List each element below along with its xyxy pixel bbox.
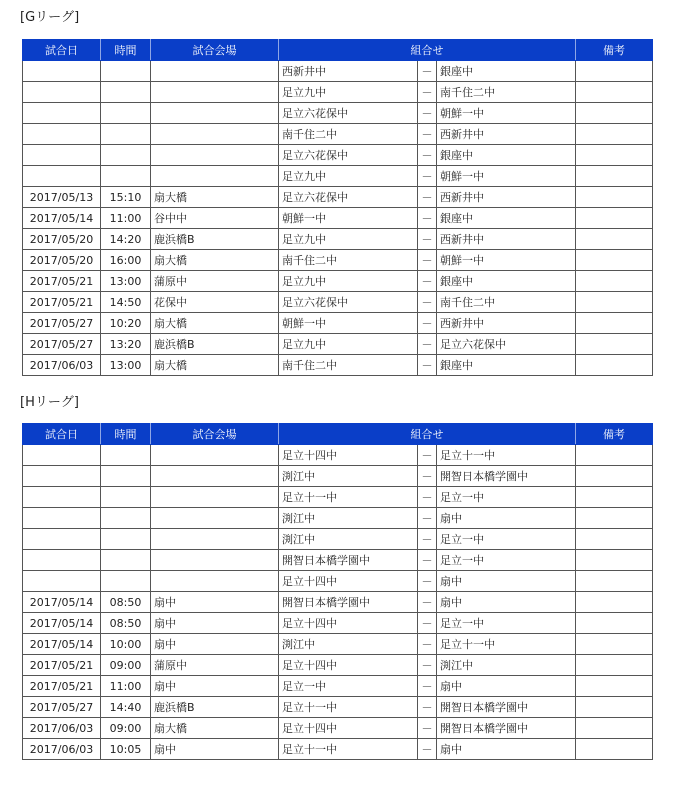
cell-note	[576, 571, 653, 592]
cell-time	[101, 445, 151, 466]
cell-home-team: 足立十四中	[279, 571, 418, 592]
cell-vs-separator: －	[418, 718, 437, 739]
cell-date	[23, 508, 101, 529]
cell-venue: 扇大橋	[151, 250, 279, 271]
cell-time: 10:05	[101, 739, 151, 760]
cell-time	[101, 124, 151, 145]
cell-venue: 扇大橋	[151, 313, 279, 334]
table-row	[23, 208, 653, 229]
cell-note	[576, 697, 653, 718]
cell-away-team: 西新井中	[437, 124, 576, 145]
cell-vs-separator: －	[418, 103, 437, 124]
cell-vs-separator: －	[418, 676, 437, 697]
cell-home-team: 朝鮮一中	[279, 313, 418, 334]
header-note: 備考	[576, 424, 653, 445]
header-venue: 試合会場	[151, 40, 279, 61]
cell-venue	[151, 124, 279, 145]
cell-vs-separator: －	[418, 271, 437, 292]
cell-away-team: 足立六花保中	[437, 334, 576, 355]
table-header-row	[23, 40, 653, 61]
cell-time	[101, 103, 151, 124]
cell-away-team: 朝鮮一中	[437, 103, 576, 124]
cell-note	[576, 103, 653, 124]
cell-time: 13:00	[101, 271, 151, 292]
cell-time: 15:10	[101, 187, 151, 208]
cell-note	[576, 634, 653, 655]
cell-time: 10:00	[101, 634, 151, 655]
cell-home-team: 南千住二中	[279, 250, 418, 271]
cell-note	[576, 292, 653, 313]
cell-note	[576, 334, 653, 355]
table-row	[23, 697, 653, 718]
table-row	[23, 592, 653, 613]
cell-vs-separator: －	[418, 550, 437, 571]
cell-venue: 扇中	[151, 592, 279, 613]
header-time: 時間	[101, 40, 151, 61]
cell-away-team: 開智日本橋学園中	[437, 466, 576, 487]
table-row	[23, 466, 653, 487]
cell-note	[576, 739, 653, 760]
cell-note	[576, 718, 653, 739]
cell-home-team: 足立一中	[279, 676, 418, 697]
cell-home-team: 南千住二中	[279, 355, 418, 376]
cell-away-team: 足立一中	[437, 487, 576, 508]
cell-vs-separator: －	[418, 445, 437, 466]
cell-away-team: 足立一中	[437, 550, 576, 571]
cell-time: 09:00	[101, 718, 151, 739]
cell-time	[101, 550, 151, 571]
cell-time: 08:50	[101, 592, 151, 613]
cell-vs-separator: －	[418, 82, 437, 103]
cell-home-team: 足立六花保中	[279, 187, 418, 208]
table-row	[23, 445, 653, 466]
cell-time: 13:00	[101, 355, 151, 376]
cell-note	[576, 613, 653, 634]
table-row	[23, 655, 653, 676]
cell-note	[576, 466, 653, 487]
table-row	[23, 187, 653, 208]
table-row	[23, 103, 653, 124]
cell-venue	[151, 166, 279, 187]
cell-away-team: 銀座中	[437, 145, 576, 166]
table-row	[23, 313, 653, 334]
cell-away-team: 南千住二中	[437, 82, 576, 103]
cell-date	[23, 61, 101, 82]
cell-home-team: 足立十一中	[279, 487, 418, 508]
cell-vs-separator: －	[418, 466, 437, 487]
cell-date: 2017/05/14	[23, 208, 101, 229]
cell-date: 2017/05/14	[23, 634, 101, 655]
cell-venue	[151, 103, 279, 124]
cell-away-team: 銀座中	[437, 208, 576, 229]
cell-date: 2017/05/21	[23, 271, 101, 292]
league-title: [Hリーグ]	[20, 395, 79, 410]
cell-date: 2017/05/27	[23, 313, 101, 334]
cell-venue	[151, 61, 279, 82]
cell-home-team: 渕江中	[279, 634, 418, 655]
cell-venue: 鹿浜橋B	[151, 334, 279, 355]
cell-venue: 谷中中	[151, 208, 279, 229]
cell-note	[576, 166, 653, 187]
cell-date	[23, 103, 101, 124]
cell-note	[576, 529, 653, 550]
cell-away-team: 銀座中	[437, 271, 576, 292]
cell-time: 16:00	[101, 250, 151, 271]
cell-note	[576, 82, 653, 103]
table-row	[23, 229, 653, 250]
table-row	[23, 145, 653, 166]
cell-note	[576, 229, 653, 250]
cell-time: 14:40	[101, 697, 151, 718]
cell-time	[101, 466, 151, 487]
cell-away-team: 西新井中	[437, 229, 576, 250]
cell-vs-separator: －	[418, 334, 437, 355]
cell-note	[576, 445, 653, 466]
header-match: 組合せ	[279, 424, 576, 445]
cell-date: 2017/05/13	[23, 187, 101, 208]
cell-date: 2017/06/03	[23, 355, 101, 376]
cell-note	[576, 250, 653, 271]
cell-away-team: 開智日本橋学園中	[437, 697, 576, 718]
cell-date	[23, 82, 101, 103]
cell-time: 14:20	[101, 229, 151, 250]
cell-vs-separator: －	[418, 313, 437, 334]
cell-venue	[151, 145, 279, 166]
cell-venue: 扇中	[151, 739, 279, 760]
cell-away-team: 銀座中	[437, 61, 576, 82]
cell-time: 13:20	[101, 334, 151, 355]
cell-away-team: 足立十一中	[437, 445, 576, 466]
cell-away-team: 開智日本橋学園中	[437, 718, 576, 739]
cell-time: 09:00	[101, 655, 151, 676]
cell-home-team: 足立九中	[279, 82, 418, 103]
cell-home-team: 渕江中	[279, 508, 418, 529]
cell-away-team: 足立十一中	[437, 634, 576, 655]
cell-home-team: 足立九中	[279, 166, 418, 187]
cell-away-team: 扇中	[437, 571, 576, 592]
cell-away-team: 渕江中	[437, 655, 576, 676]
cell-date: 2017/05/21	[23, 655, 101, 676]
cell-date	[23, 124, 101, 145]
cell-time	[101, 61, 151, 82]
cell-away-team: 扇中	[437, 676, 576, 697]
cell-venue: 扇大橋	[151, 187, 279, 208]
cell-vs-separator: －	[418, 613, 437, 634]
cell-home-team: 足立九中	[279, 229, 418, 250]
cell-note	[576, 313, 653, 334]
cell-note	[576, 208, 653, 229]
table-row	[23, 82, 653, 103]
table-row	[23, 166, 653, 187]
cell-vs-separator: －	[418, 592, 437, 613]
cell-date	[23, 466, 101, 487]
cell-away-team: 銀座中	[437, 355, 576, 376]
cell-home-team: 足立六花保中	[279, 103, 418, 124]
cell-away-team: 扇中	[437, 592, 576, 613]
cell-venue	[151, 571, 279, 592]
cell-note	[576, 550, 653, 571]
cell-home-team: 足立十一中	[279, 739, 418, 760]
cell-note	[576, 187, 653, 208]
cell-vs-separator: －	[418, 187, 437, 208]
cell-venue: 扇大橋	[151, 718, 279, 739]
cell-time	[101, 508, 151, 529]
cell-time: 10:20	[101, 313, 151, 334]
cell-away-team: 扇中	[437, 508, 576, 529]
cell-note	[576, 508, 653, 529]
header-venue: 試合会場	[151, 424, 279, 445]
cell-vs-separator: －	[418, 250, 437, 271]
cell-vs-separator: －	[418, 124, 437, 145]
cell-home-team: 西新井中	[279, 61, 418, 82]
cell-venue	[151, 466, 279, 487]
cell-away-team: 扇中	[437, 739, 576, 760]
cell-venue: 扇中	[151, 676, 279, 697]
cell-home-team: 足立九中	[279, 334, 418, 355]
cell-home-team: 足立十四中	[279, 655, 418, 676]
cell-time: 11:00	[101, 676, 151, 697]
cell-vs-separator: －	[418, 655, 437, 676]
table-row	[23, 613, 653, 634]
table-row	[23, 634, 653, 655]
cell-venue: 扇中	[151, 613, 279, 634]
cell-note	[576, 655, 653, 676]
table-row	[23, 487, 653, 508]
cell-venue	[151, 445, 279, 466]
cell-venue: 鹿浜橋B	[151, 229, 279, 250]
cell-vs-separator: －	[418, 739, 437, 760]
cell-away-team: 西新井中	[437, 187, 576, 208]
cell-vs-separator: －	[418, 529, 437, 550]
header-time: 時間	[101, 424, 151, 445]
cell-date: 2017/06/03	[23, 718, 101, 739]
cell-note	[576, 676, 653, 697]
cell-time	[101, 529, 151, 550]
cell-date: 2017/05/27	[23, 334, 101, 355]
cell-home-team: 渕江中	[279, 466, 418, 487]
table-row	[23, 508, 653, 529]
table-row	[23, 529, 653, 550]
cell-home-team: 朝鮮一中	[279, 208, 418, 229]
cell-venue: 蒲原中	[151, 655, 279, 676]
table-row	[23, 718, 653, 739]
cell-venue	[151, 487, 279, 508]
cell-date	[23, 166, 101, 187]
cell-note	[576, 487, 653, 508]
cell-time: 08:50	[101, 613, 151, 634]
cell-home-team: 南千住二中	[279, 124, 418, 145]
table-row	[23, 550, 653, 571]
header-date: 試合日	[23, 40, 101, 61]
cell-venue	[151, 550, 279, 571]
cell-date: 2017/06/03	[23, 739, 101, 760]
cell-away-team: 西新井中	[437, 313, 576, 334]
cell-away-team: 足立一中	[437, 613, 576, 634]
table-row	[23, 355, 653, 376]
cell-vs-separator: －	[418, 292, 437, 313]
cell-away-team: 南千住二中	[437, 292, 576, 313]
cell-vs-separator: －	[418, 61, 437, 82]
cell-venue: 花保中	[151, 292, 279, 313]
cell-home-team: 開智日本橋学園中	[279, 592, 418, 613]
cell-vs-separator: －	[418, 487, 437, 508]
league-table	[22, 39, 653, 376]
cell-venue	[151, 82, 279, 103]
cell-note	[576, 271, 653, 292]
cell-date	[23, 571, 101, 592]
cell-date	[23, 145, 101, 166]
table-row	[23, 124, 653, 145]
header-note: 備考	[576, 40, 653, 61]
cell-away-team: 足立一中	[437, 529, 576, 550]
table-row	[23, 292, 653, 313]
cell-vs-separator: －	[418, 229, 437, 250]
cell-time	[101, 571, 151, 592]
table-row	[23, 739, 653, 760]
cell-home-team: 足立十一中	[279, 697, 418, 718]
cell-home-team: 足立十四中	[279, 718, 418, 739]
cell-date: 2017/05/20	[23, 229, 101, 250]
cell-vs-separator: －	[418, 208, 437, 229]
cell-note	[576, 124, 653, 145]
cell-vs-separator: －	[418, 508, 437, 529]
cell-venue	[151, 529, 279, 550]
cell-home-team: 足立九中	[279, 271, 418, 292]
cell-time: 14:50	[101, 292, 151, 313]
cell-venue	[151, 508, 279, 529]
table-row	[23, 250, 653, 271]
cell-time	[101, 487, 151, 508]
cell-venue: 扇中	[151, 634, 279, 655]
cell-time: 11:00	[101, 208, 151, 229]
table-header-row	[23, 424, 653, 445]
header-match: 組合せ	[279, 40, 576, 61]
table-row	[23, 676, 653, 697]
cell-date	[23, 550, 101, 571]
cell-home-team: 渕江中	[279, 529, 418, 550]
header-date: 試合日	[23, 424, 101, 445]
cell-date: 2017/05/27	[23, 697, 101, 718]
league-table	[22, 423, 653, 760]
cell-venue: 鹿浜橋B	[151, 697, 279, 718]
cell-venue: 蒲原中	[151, 271, 279, 292]
cell-time	[101, 166, 151, 187]
cell-vs-separator: －	[418, 697, 437, 718]
cell-date	[23, 487, 101, 508]
cell-vs-separator: －	[418, 571, 437, 592]
cell-note	[576, 592, 653, 613]
table-row	[23, 271, 653, 292]
cell-vs-separator: －	[418, 166, 437, 187]
cell-vs-separator: －	[418, 145, 437, 166]
cell-away-team: 朝鮮一中	[437, 250, 576, 271]
cell-note	[576, 355, 653, 376]
cell-date: 2017/05/14	[23, 592, 101, 613]
cell-vs-separator: －	[418, 355, 437, 376]
cell-home-team: 足立十四中	[279, 445, 418, 466]
cell-date: 2017/05/20	[23, 250, 101, 271]
cell-venue: 扇大橋	[151, 355, 279, 376]
league-title: [Gリーグ]	[20, 10, 80, 25]
cell-date	[23, 445, 101, 466]
cell-date: 2017/05/21	[23, 676, 101, 697]
cell-home-team: 開智日本橋学園中	[279, 550, 418, 571]
cell-time	[101, 145, 151, 166]
cell-date: 2017/05/14	[23, 613, 101, 634]
table-row	[23, 61, 653, 82]
cell-home-team: 足立六花保中	[279, 145, 418, 166]
cell-date: 2017/05/21	[23, 292, 101, 313]
cell-home-team: 足立六花保中	[279, 292, 418, 313]
cell-date	[23, 529, 101, 550]
table-row	[23, 571, 653, 592]
cell-home-team: 足立十四中	[279, 613, 418, 634]
cell-note	[576, 145, 653, 166]
table-row	[23, 334, 653, 355]
cell-away-team: 朝鮮一中	[437, 166, 576, 187]
cell-note	[576, 61, 653, 82]
cell-time	[101, 82, 151, 103]
cell-vs-separator: －	[418, 634, 437, 655]
